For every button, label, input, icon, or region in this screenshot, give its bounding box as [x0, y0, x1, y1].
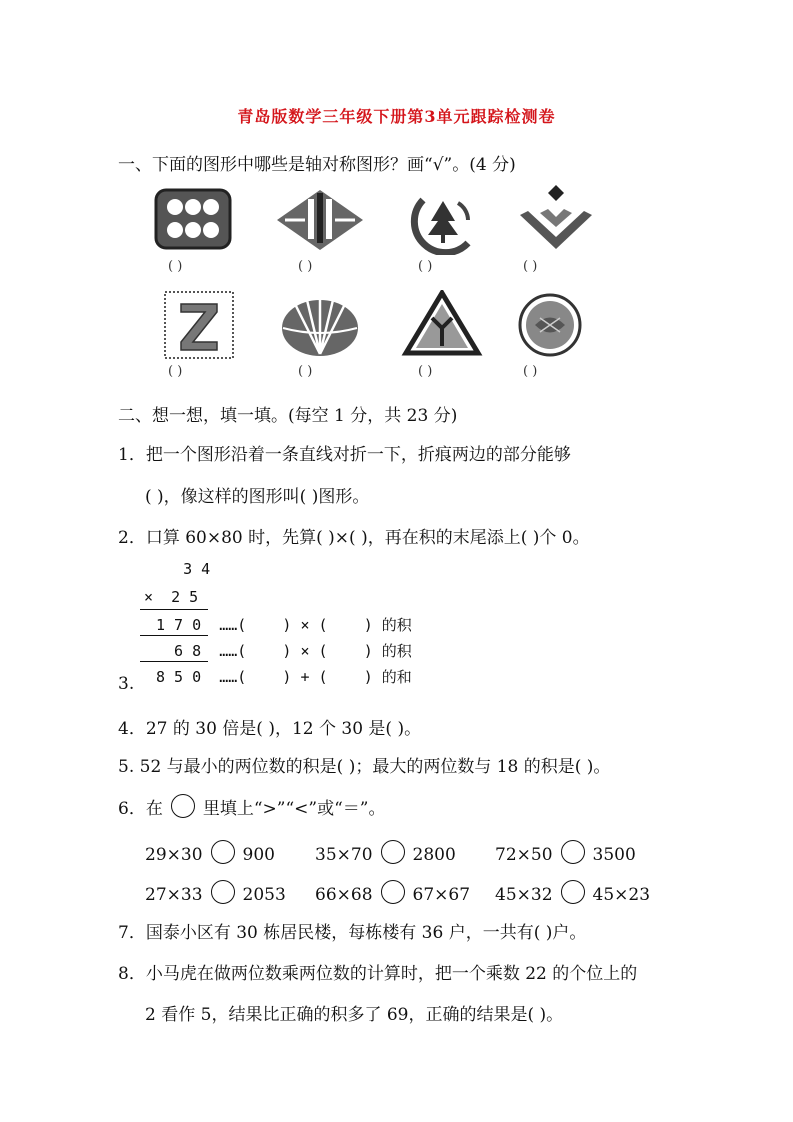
answer-paren[interactable]: ( )	[298, 364, 313, 379]
answer-paren[interactable]: ( )	[168, 259, 183, 274]
question-6-suffix: 里填上“>”“<”或“＝”。	[202, 799, 386, 819]
compare-left: 27×33	[145, 885, 203, 905]
section2-heading: 二、想一想，填一填。(每空 1 分，共 23 分)	[118, 406, 458, 426]
dotted-rectangle-icon	[148, 185, 238, 255]
shell-emblem-icon	[275, 290, 365, 360]
compare-item	[145, 840, 275, 865]
compare-circle[interactable]	[381, 840, 405, 864]
compare-circle[interactable]	[211, 840, 235, 864]
compare-right: 2800	[412, 845, 456, 865]
compare-circle[interactable]	[561, 880, 585, 904]
circle-emblem-icon	[505, 290, 595, 360]
multiplier-row: × 2 5	[144, 588, 199, 606]
divider-line	[140, 661, 208, 662]
compare-left: 29×30	[145, 845, 203, 865]
product-row: 8 5 0 ……( ) + ( ) 的和	[156, 668, 412, 686]
question-1-line2: ( )，像这样的图形叫( )图形。	[145, 487, 370, 507]
question-5: 5. 52 与最小的两位数的积是( )；最大的两位数与 18 的积是( )。	[118, 757, 611, 777]
partial-product-row: 6 8 ……( ) × ( ) 的积	[156, 642, 412, 660]
compare-item	[315, 880, 470, 905]
answer-paren[interactable]: ( )	[523, 259, 538, 274]
compare-item	[145, 880, 286, 905]
compare-right: 2053	[242, 885, 286, 905]
road-fork-sign-icon	[398, 290, 488, 360]
answer-paren[interactable]: ( )	[418, 259, 433, 274]
compare-left: 45×32	[495, 885, 553, 905]
compare-right: 45×23	[592, 885, 651, 905]
compare-item	[495, 880, 650, 905]
compare-right: 900	[242, 845, 275, 865]
section1-heading: 一、下面的图形中哪些是轴对称图形？画“√”。(4 分)	[118, 155, 516, 175]
divider-line	[140, 609, 208, 610]
circle-blank-icon	[171, 794, 195, 818]
compare-left: 66×68	[315, 885, 373, 905]
answer-paren[interactable]: ( )	[298, 259, 313, 274]
partial-product-row: 1 7 0 ……( ) × ( ) 的积	[156, 616, 412, 634]
question-1-line1: 1．把一个图形沿着一条直线对折一下，折痕两边的部分能够	[118, 445, 571, 465]
question-7: 7．国泰小区有 30 栋居民楼，每栋楼有 36 户，一共有( )户。	[118, 923, 587, 943]
question-2: 2．口算 60×80 时，先算( )×( )，再在积的末尾添上( )个 0。	[118, 528, 590, 548]
tree-emblem-icon	[398, 185, 488, 255]
diamond-emblem-icon	[275, 185, 365, 255]
answer-paren[interactable]: ( )	[418, 364, 433, 379]
chevron-diamond-icon	[512, 185, 602, 255]
compare-circle[interactable]	[211, 880, 235, 904]
multiplicand-row: 3 4	[156, 560, 211, 578]
vertical-multiplication	[140, 556, 420, 686]
question-6-prefix: 6．在	[118, 799, 163, 819]
compare-left: 72×50	[495, 845, 553, 865]
letter-z-icon	[155, 290, 245, 360]
compare-circle[interactable]	[561, 840, 585, 864]
compare-right: 3500	[592, 845, 636, 865]
compare-item	[315, 840, 456, 865]
compare-circle[interactable]	[381, 880, 405, 904]
page-title: 青岛版数学三年级下册第3单元跟踪检测卷	[237, 107, 556, 126]
answer-paren[interactable]: ( )	[168, 364, 183, 379]
question-8-line2: 2 看作 5，结果比正确的积多了 69，正确的结果是( )。	[145, 1005, 564, 1025]
answer-paren[interactable]: ( )	[523, 364, 538, 379]
compare-left: 35×70	[315, 845, 373, 865]
question-8-line1: 8．小马虎在做两位数乘两位数的计算时，把一个乘数 22 的个位上的	[118, 964, 638, 984]
question-6	[118, 794, 385, 819]
compare-item	[495, 840, 636, 865]
compare-right: 67×67	[412, 885, 471, 905]
divider-line	[140, 635, 208, 636]
question-4: 4．27 的 30 倍是( )，12 个 30 是( )。	[118, 719, 422, 739]
question-3-number: 3.	[118, 674, 135, 694]
